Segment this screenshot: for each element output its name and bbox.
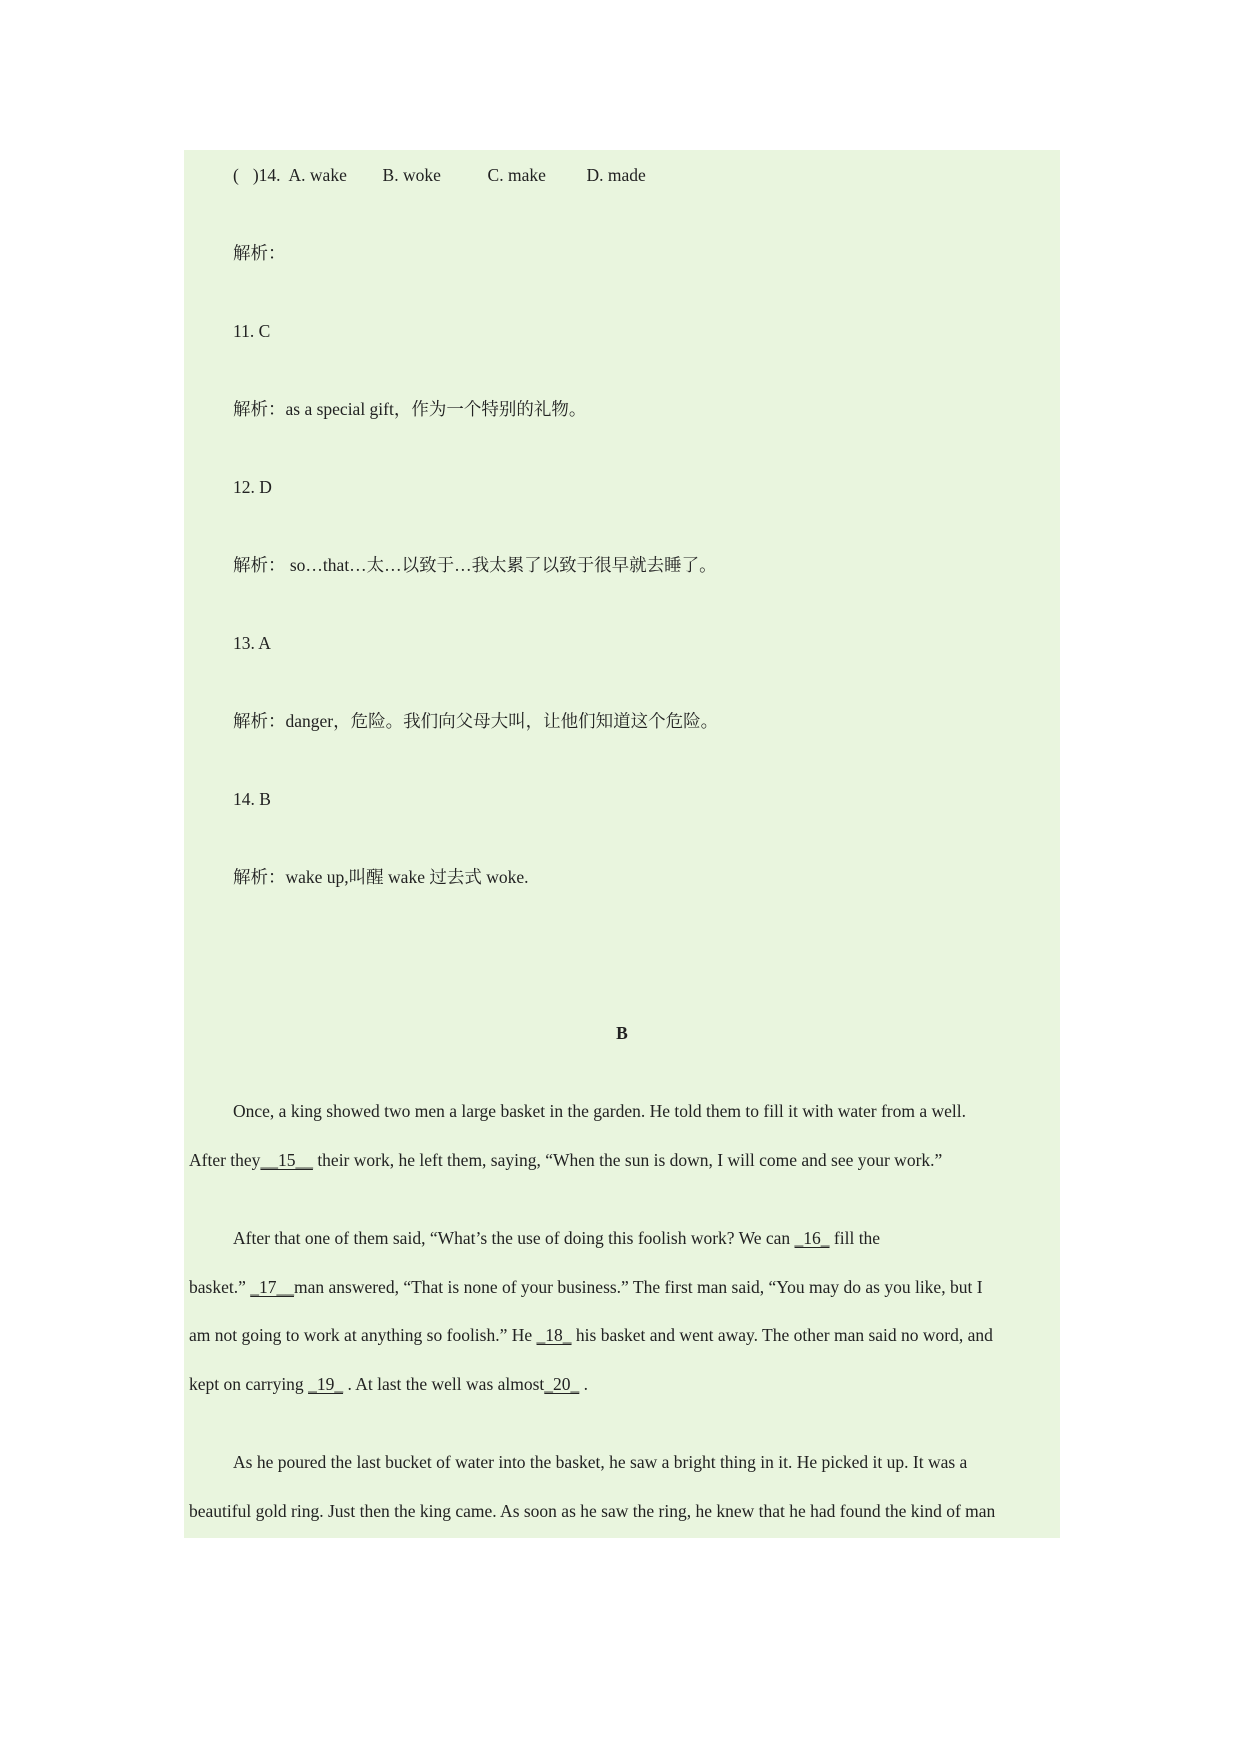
answer-key-14: 14. B: [233, 789, 271, 809]
option-d: D. made: [586, 165, 646, 185]
answer-key-12: 12. D: [233, 477, 272, 497]
analysis-11: 解析：as a special gift，作为一个特别的礼物。: [233, 399, 587, 419]
option-b: B. woke: [382, 165, 441, 185]
blank-15: __15__: [260, 1150, 313, 1170]
p2-line-2: basket.” _17__man answered, “That is none of your business.” The first man said, “You may do as you like, but I: [189, 1277, 983, 1297]
p1-line-1: Once, a king showed two men a large basket in the garden. He told them to fill it with water from a well.: [233, 1101, 967, 1121]
blank-19: _19_: [308, 1374, 344, 1394]
p1-line-2: After they__15__ their work, he left them, saying, “When the sun is down, I will come and see your work.”: [189, 1150, 943, 1170]
p3-line-1: As he poured the last bucket of water into the basket, he saw a bright thing in it. He picked it up. It was a: [233, 1452, 968, 1472]
paren-open: (: [233, 165, 239, 185]
analysis-13: 解析：danger，危险。我们向父母大叫，让他们知道这个危险。: [233, 711, 719, 731]
p2-line-4: kept on carrying _19_ . At last the well was almost_20_ .: [189, 1374, 589, 1394]
option-c: C. make: [487, 165, 546, 185]
blank-18: _18_: [536, 1325, 572, 1345]
p2-line-3: am not going to work at anything so foolish.” He _18_ his basket and went away. The other man said no word, and: [189, 1325, 993, 1345]
answer-key-13: 13. A: [233, 633, 271, 653]
question-number: 14.: [258, 165, 281, 185]
section-title: B: [616, 1023, 628, 1043]
analysis-12: 解析： so…that…太…以致于…我太累了以致于很早就去睡了。: [233, 555, 717, 575]
p3-line-2: beautiful gold ring. Just then the king came. As soon as he saw the ring, he knew that he had found the kind of man: [189, 1501, 996, 1521]
answer-key-11: 11. C: [233, 321, 271, 341]
p2-line-1: After that one of them said, “What’s the use of doing this foolish work? We can _16_ fill the: [233, 1228, 881, 1248]
blank-16: _16_: [794, 1228, 830, 1248]
paren-close: ): [252, 165, 259, 185]
analysis-title: 解析：: [233, 243, 286, 263]
blank-17: _17__: [250, 1277, 294, 1297]
option-a: A. wake: [288, 165, 347, 185]
analysis-14: 解析：wake up,叫醒 wake 过去式 woke.: [233, 867, 529, 887]
question-14: [233, 163, 646, 187]
blank-20: _20_: [544, 1374, 580, 1394]
